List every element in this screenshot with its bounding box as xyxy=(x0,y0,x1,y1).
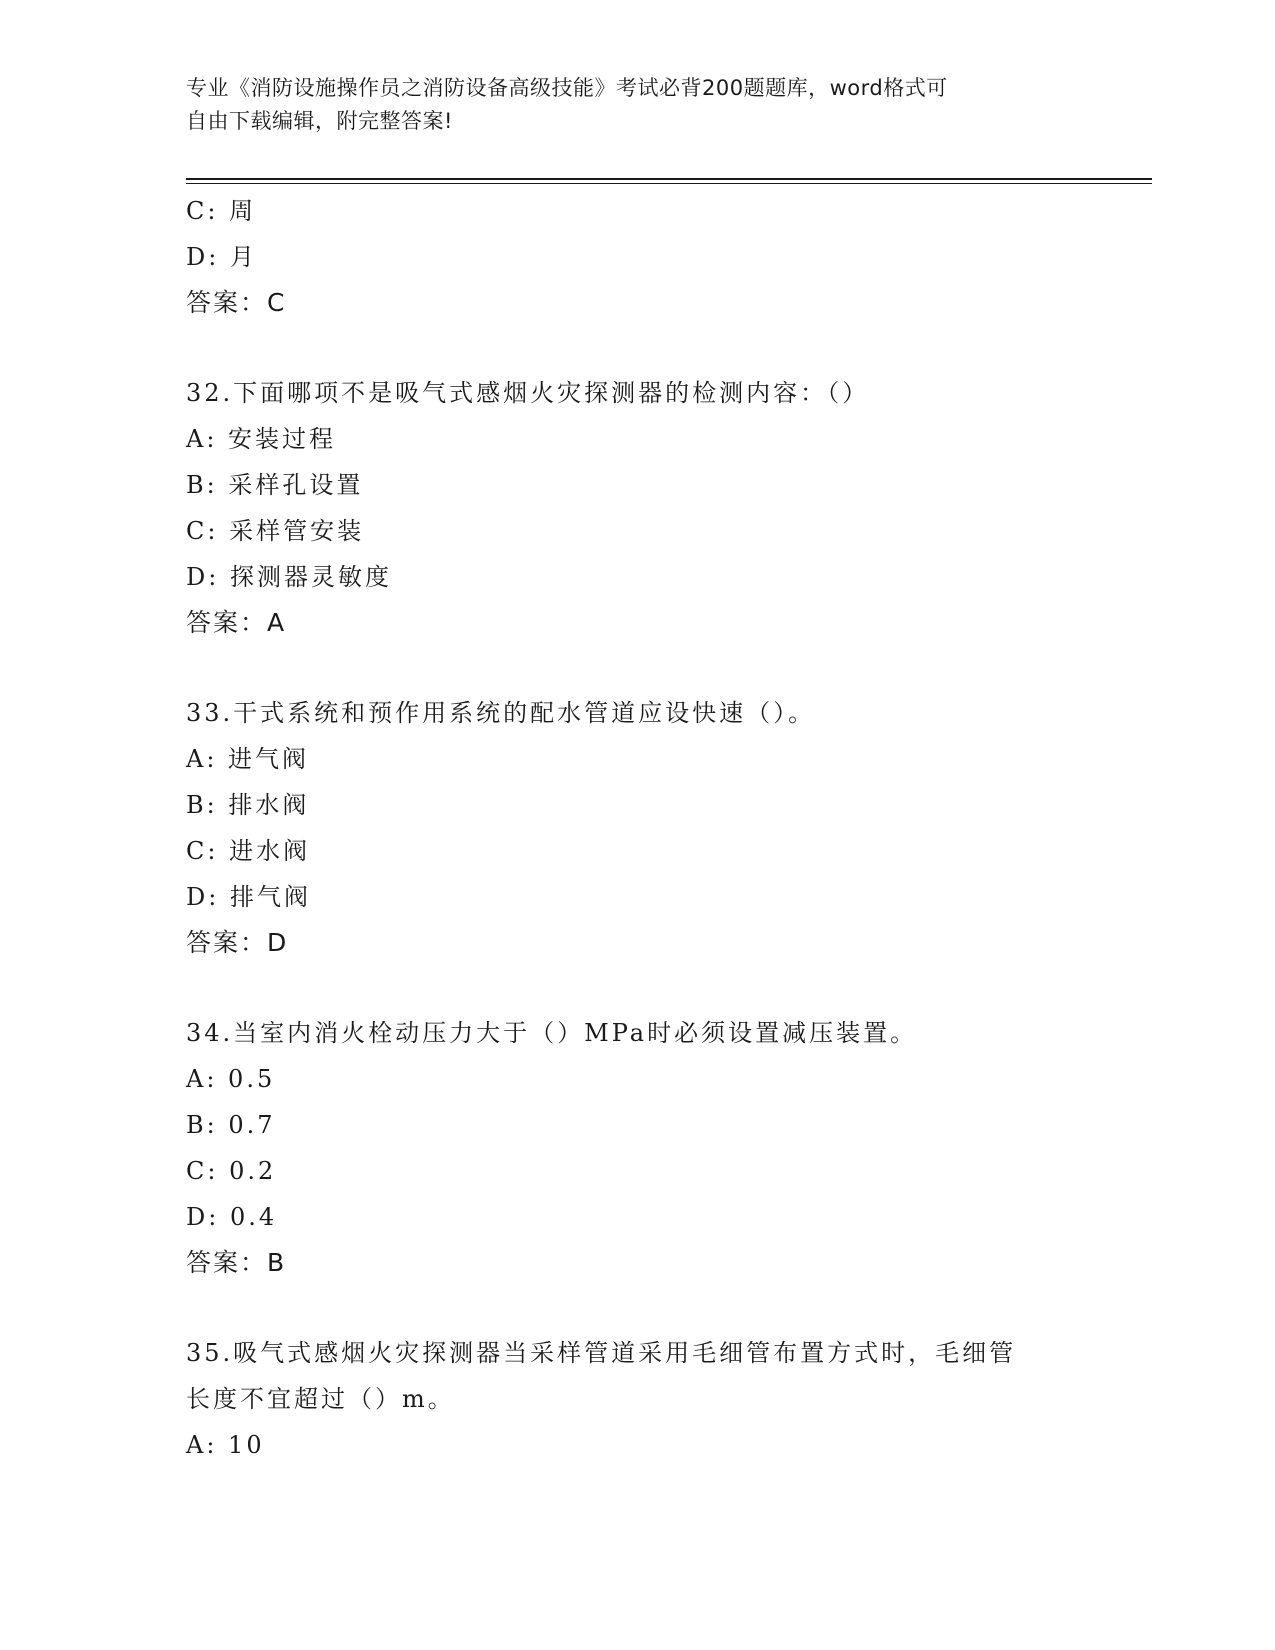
option-d: D: 探测器灵敏度 xyxy=(186,563,392,591)
question-stem: 33.干式系统和预作用系统的配水管道应设快速（）。 xyxy=(186,699,816,727)
option-d: D: 排气阀 xyxy=(186,883,311,911)
option-a: A: 10 xyxy=(186,1431,265,1459)
option-c: C: 进水阀 xyxy=(186,837,311,865)
header-rule-thick xyxy=(186,178,1152,180)
option-c: C: 0.2 xyxy=(186,1157,277,1185)
option-d: D: 月 xyxy=(186,243,257,271)
answer: 答案：B xyxy=(186,1248,287,1277)
document-header xyxy=(186,72,1086,138)
answer: 答案：A xyxy=(186,608,287,637)
option-c: C: 采样管安装 xyxy=(186,517,365,545)
question-stem: 32.下面哪项不是吸气式感烟火灾探测器的检测内容：（） xyxy=(186,379,870,407)
question-stem: 34.当室内消火栓动压力大于（）MPa时必须设置减压装置。 xyxy=(186,1019,918,1047)
option-a: A: 安装过程 xyxy=(186,425,337,453)
question-stem-line-2: 长度不宜超过（）m。 xyxy=(186,1385,455,1413)
question-34 xyxy=(186,1010,1086,1286)
option-c: C: 周 xyxy=(186,197,257,225)
option-a: A: 0.5 xyxy=(186,1065,276,1093)
header-rule-thin xyxy=(186,183,1152,184)
option-a: A: 进气阀 xyxy=(186,745,310,773)
question-35 xyxy=(186,1330,1086,1468)
question-31-tail xyxy=(186,188,1086,326)
answer: 答案：D xyxy=(186,928,289,957)
option-b: B: 采样孔设置 xyxy=(186,471,364,499)
option-b: B: 0.7 xyxy=(186,1111,276,1139)
option-d: D: 0.4 xyxy=(186,1203,278,1231)
answer: 答案：C xyxy=(186,288,287,317)
question-32 xyxy=(186,370,1086,646)
document-body xyxy=(186,188,1086,1468)
option-b: B: 排水阀 xyxy=(186,791,310,819)
question-stem-line-1: 35.吸气式感烟火灾探测器当采样管道采用毛细管布置方式时，毛细管 xyxy=(186,1339,1017,1367)
header-line-1: 专业《消防设施操作员之消防设备高级技能》考试必背200题题库，word格式可 xyxy=(186,76,948,100)
question-33 xyxy=(186,690,1086,966)
header-line-2: 自由下载编辑，附完整答案! xyxy=(186,109,453,133)
